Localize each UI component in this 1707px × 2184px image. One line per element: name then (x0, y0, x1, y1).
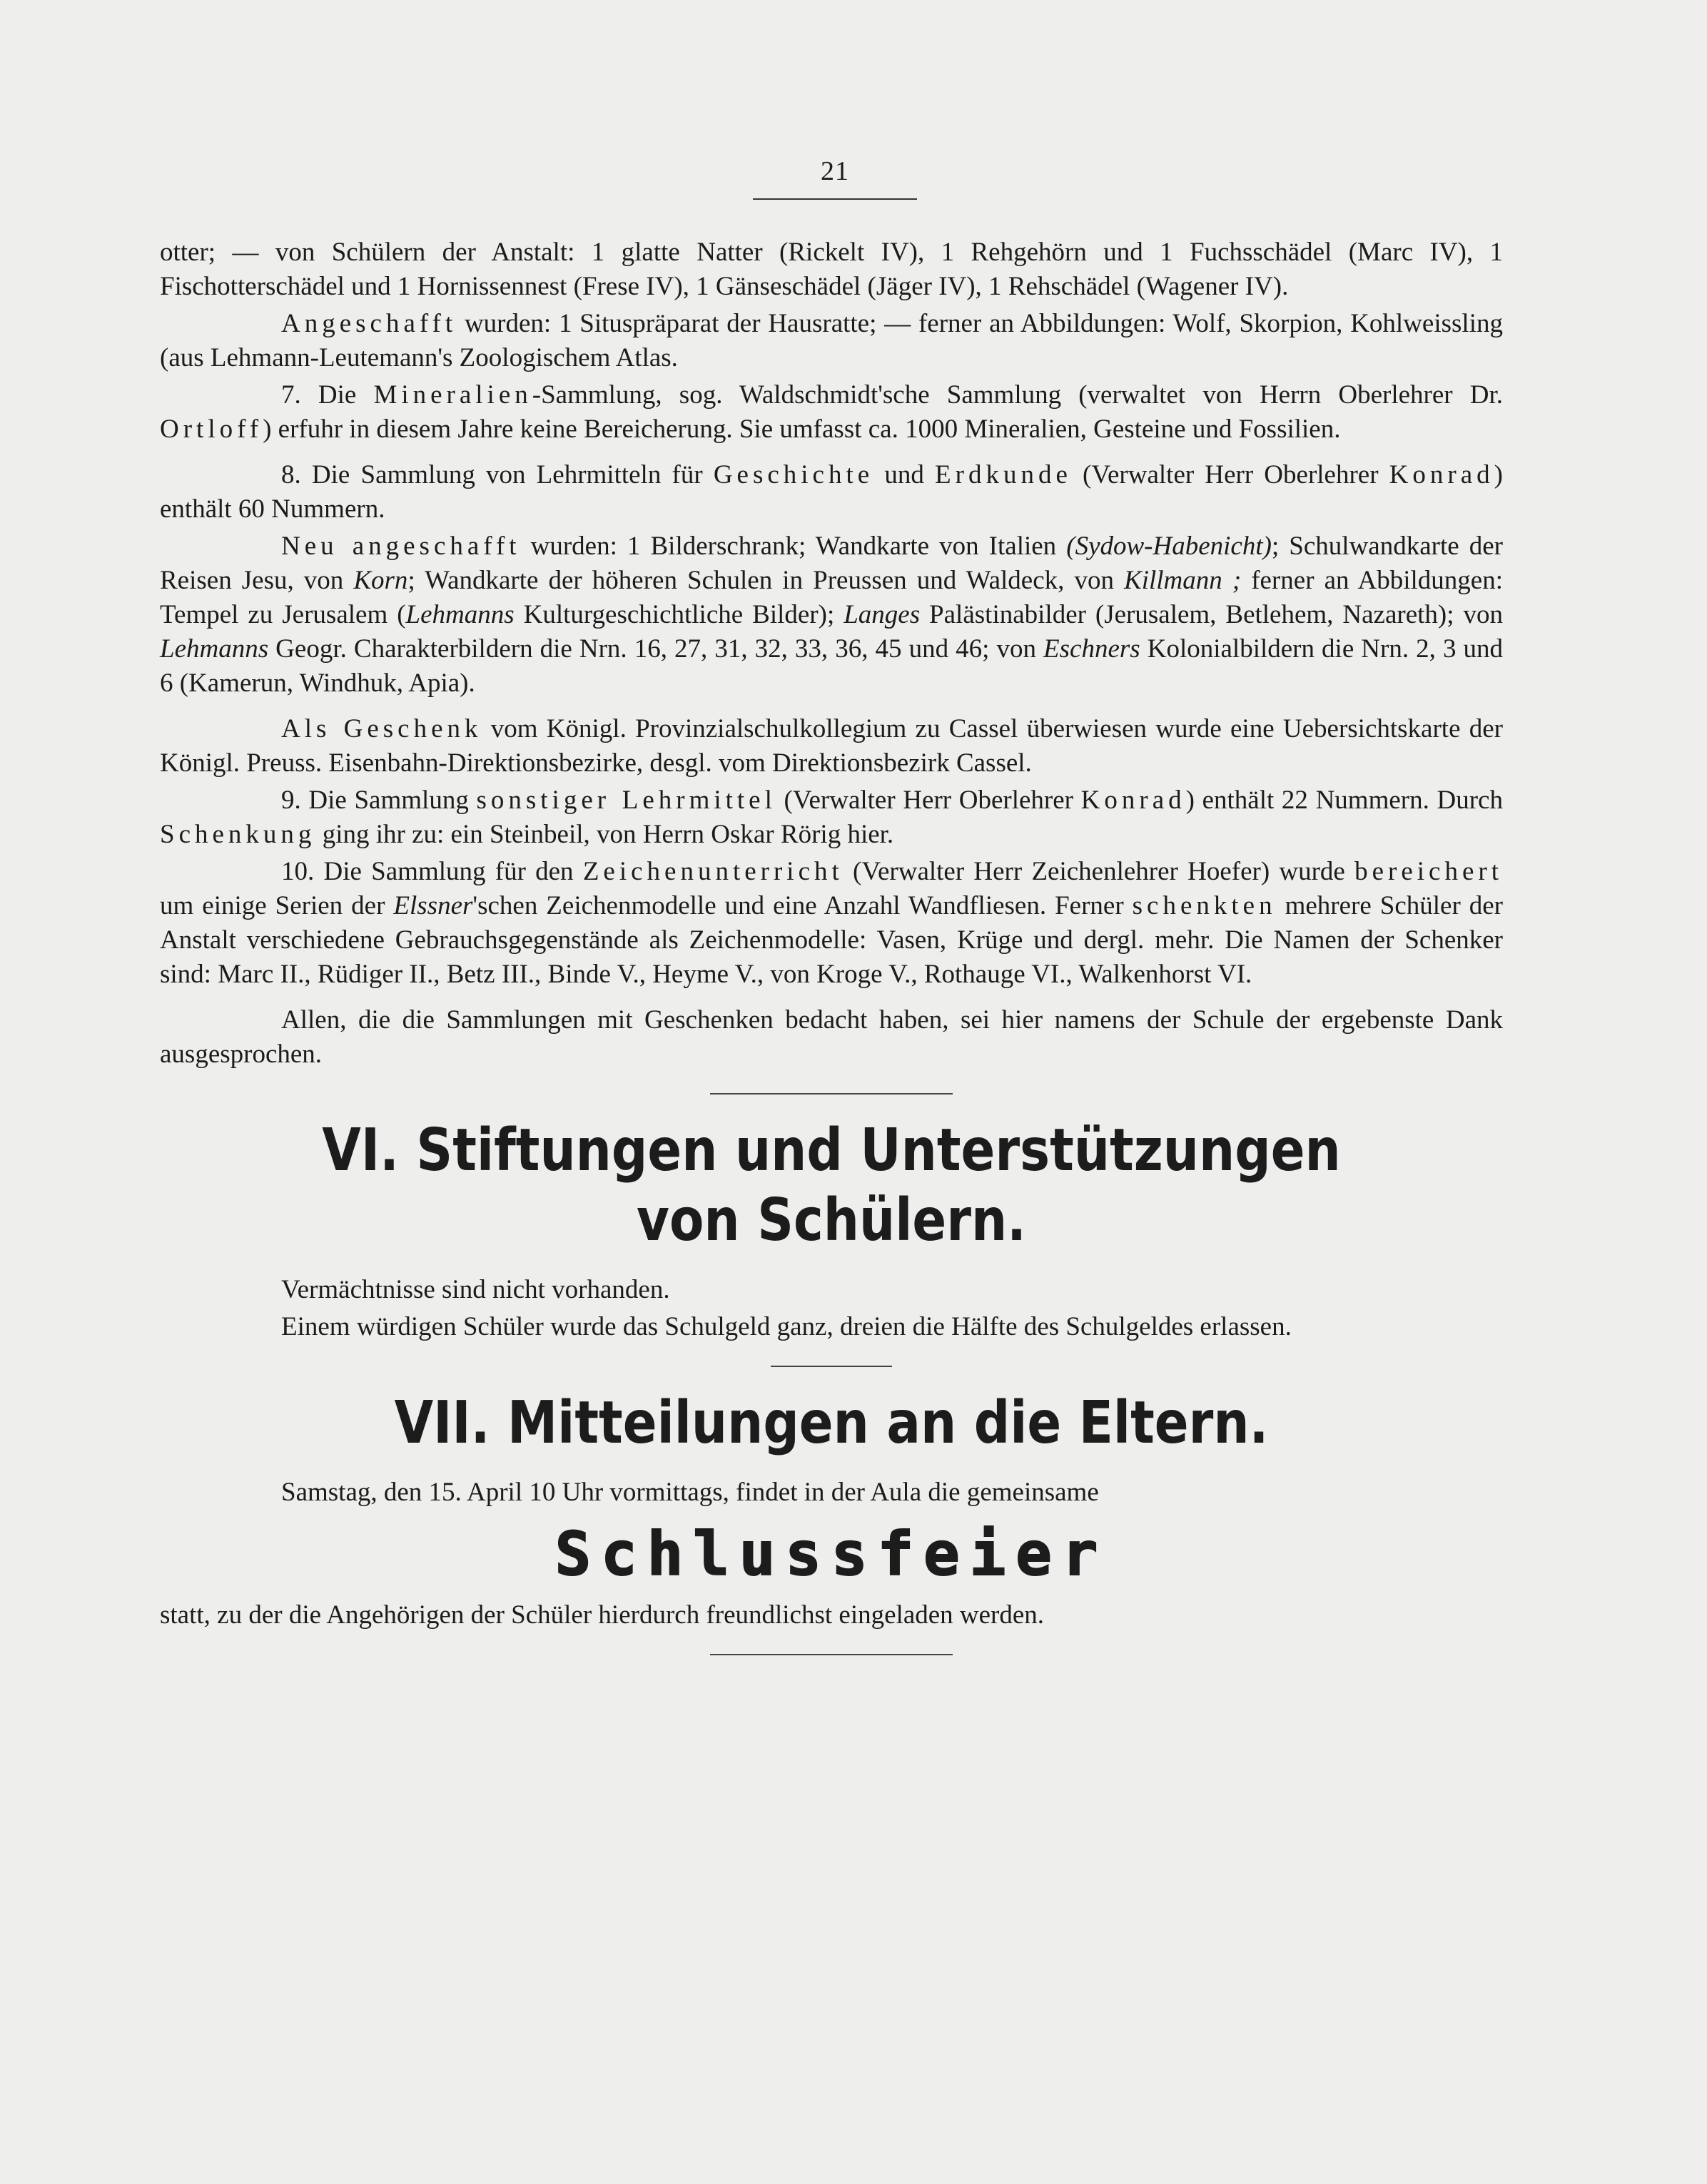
spaced-term: sonstiger Lehrmittel (476, 786, 776, 815)
spaced-term: Als Geschenk (281, 714, 482, 743)
text: 8. Die Sammlung von Lehrmitteln für (281, 460, 714, 489)
spaced-term: Geschichte (713, 460, 874, 489)
paragraph-samstag (160, 1476, 1503, 1510)
text: vom Königl. Provinzialschulkollegium zu Cassel überwiesen wurde eine Uebersichtskarte der Königl. Preuss. Eisenbahn-Direktionsbezirke, desgl. vom Direktionsbezirk Cassel. (160, 714, 1503, 778)
text: Geogr. Charakterbildern die Nrn. 16, 27, 31, 32, 33, 36, 45 und 46; von (268, 634, 1044, 664)
text: Allen, die die Sammlungen mit Geschenken bedacht haben, sei hier namens der Schule der ergebenste Dank ausgesprochen. (160, 1005, 1503, 1069)
text: Einem würdigen Schüler wurde das Schulgeld ganz, dreien die Hälfte des Schulgeldes erlassen. (281, 1312, 1292, 1341)
text: -Sammlung, sog. Waldschmidt'sche Sammlung (verwaltet von Herrn Oberlehrer Dr. (532, 380, 1503, 410)
page-body (160, 235, 1503, 1677)
text: 7. Die (281, 380, 374, 410)
heading-line: VI. Stiftungen und Unterstützungen (322, 1117, 1341, 1184)
text: 10. Die Sammlung für den (281, 857, 583, 886)
text: otter; — von Schülern der Anstalt: 1 glatte Natter (Rickelt IV), 1 Rehgehörn und 1 Fuchsschädel (Marc IV), 1 Fischotterschädel und 1 Hornissennest (Frese IV), 1 Gänseschädel (Jäger IV), 1 Rehschädel (Wagener IV). (160, 238, 1503, 301)
text: wurden: 1 Situspräparat der Hausratte; — ferner an Abbildungen: Wolf, Skorpion, Kohlweissling (aus Lehmann-Leutemann's Zoologischem Atlas. (160, 309, 1503, 372)
text: ging ihr zu: ein Steinbeil, von Herrn Oskar Rörig hier. (315, 820, 894, 849)
header-rule (753, 198, 917, 200)
paragraph-sonstige-lehrmittel (160, 783, 1503, 852)
paragraph-angeschafft (160, 307, 1503, 375)
text: um einige Serien der (160, 891, 394, 920)
text: (Verwalter Herr Oberlehrer (1071, 460, 1389, 489)
text: Palästinabilder (Jerusalem, Betlehem, Nazareth); von (920, 600, 1503, 629)
page-header (753, 156, 917, 200)
spaced-term: Ortloff (160, 415, 263, 444)
text: ) enthält 22 Nummern. Durch (1185, 786, 1503, 815)
spaced-term: Zeichenunterricht (582, 857, 844, 886)
text: (Verwalter Herr Zeichenlehrer Hoefer) wurde (843, 857, 1355, 886)
text: ; Schulwandkarte der Reisen Jesu, von (160, 532, 1503, 595)
text: (Verwalter Herr Oberlehrer (776, 786, 1081, 815)
text: 'schen Zeichenmodelle und eine Anzahl Wandfliesen. Ferner (472, 891, 1133, 920)
paragraph-specimens-continued (160, 235, 1503, 304)
paragraph-geschichte-erdkunde (160, 458, 1503, 527)
text: Kolonialbildern die Nrn. 2, 3 und 6 (Kamerun, Windhuk, Apia). (160, 634, 1504, 698)
paragraph-einladung (160, 1598, 1503, 1632)
spaced-term: Mineralien (373, 380, 532, 410)
italic-term: Lehmanns (160, 634, 269, 664)
heading-line: von Schülern. (637, 1187, 1026, 1254)
schlussfeier-title: Schlussfeier (554, 1519, 1108, 1589)
text: Samstag, den 15. April 10 Uhr vormittags, findet in der Aula die gemeinsame (281, 1478, 1099, 1507)
italic-term: Killmann ; (1124, 566, 1242, 595)
text: statt, zu der die Angehörigen der Schüler hierdurch freundlichst eingeladen werden. (160, 1600, 1045, 1630)
text: Vermächtnisse sind nicht vorhanden. (281, 1275, 670, 1304)
paragraph-schulgeld (160, 1310, 1503, 1344)
section-heading-vii: VII. Mitteilungen an die Eltern. (394, 1389, 1269, 1457)
spaced-term: schenkten (1132, 891, 1277, 920)
spaced-term: Neu angeschafft (281, 532, 521, 561)
closing-divider (710, 1654, 953, 1655)
paragraph-neu-angeschafft (160, 529, 1503, 701)
spaced-term: Erdkunde (935, 460, 1072, 489)
italic-term: Korn (353, 566, 408, 595)
text: ; Wandkarte der höheren Schulen in Preussen und Waldeck, von (407, 566, 1125, 595)
text: Kulturgeschichtliche Bilder); (514, 600, 844, 629)
text: und (873, 460, 936, 489)
italic-term: Elssner (393, 891, 473, 920)
page-number: 21 (821, 156, 849, 186)
text: wurden: 1 Bilderschrank; Wandkarte von Italien (520, 532, 1067, 561)
text: ) erfuhr in diesem Jahre keine Bereicherung. Sie umfasst ca. 1000 Mineralien, Gesteine und Fossilien. (263, 415, 1341, 444)
italic-term: Eschners (1043, 634, 1140, 664)
section-divider (771, 1366, 892, 1367)
paragraph-zeichenunterricht (160, 855, 1503, 992)
italic-term: Lehmanns (405, 600, 515, 629)
spaced-term: Konrad (1080, 786, 1186, 815)
italic-term: (Sydow-Habenicht) (1066, 532, 1272, 561)
section-heading-vi (254, 1116, 1409, 1256)
section-divider (710, 1093, 953, 1094)
text: ferner an Abbildungen: Tempel zu Jerusalem ( (160, 566, 1503, 629)
text: 9. Die Sammlung (281, 786, 477, 815)
spaced-term: Konrad (1389, 460, 1494, 489)
spaced-term: Angeschafft (281, 309, 457, 338)
text: mehrere Schüler der Anstalt verschiedene Gebrauchsgegenstände als Zeichenmodelle: Vasen, Krüge und dergl. mehr. Die Namen der Schenker sind: Marc II., Rüdiger II., Betz III., Binde V., Heyme V., von Kroge V., Rothauge VI., Walkenhorst VI. (160, 891, 1504, 989)
spaced-term: bereichert (1354, 857, 1504, 886)
paragraph-geschenk (160, 712, 1503, 781)
paragraph-dank (160, 1003, 1503, 1072)
text: ) enthält 60 Nummern. (160, 460, 1503, 524)
paragraph-mineralien (160, 378, 1503, 447)
paragraph-vermaechtnisse (160, 1273, 1503, 1307)
spaced-term: Schenkung (160, 820, 316, 849)
italic-term: Langes (844, 600, 921, 629)
